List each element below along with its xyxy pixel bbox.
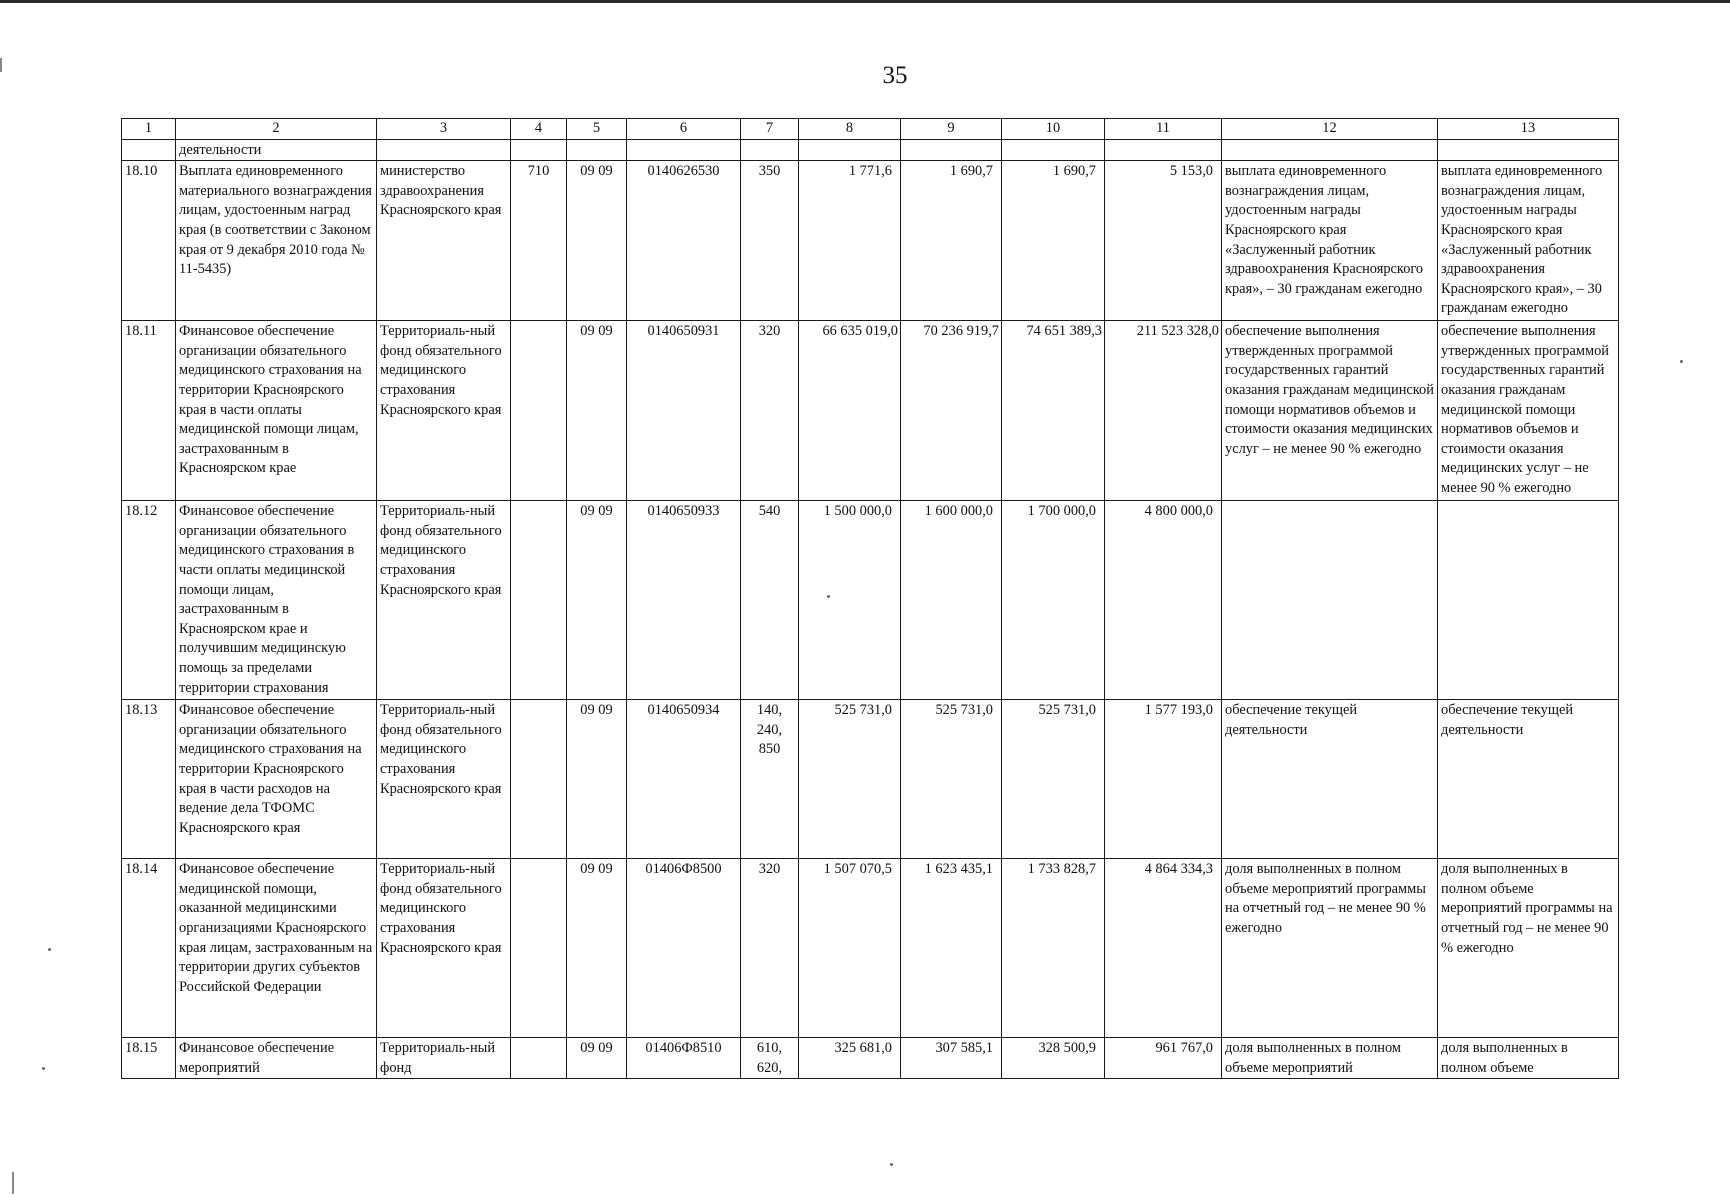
year2-amount: 70 236 919,7 xyxy=(901,321,1002,501)
col-header-12: 12 xyxy=(1222,119,1438,140)
expected-result: обеспечение выполнения утвержденных программой государственных гарантий оказания гражданам медицинской помощи нормативов объемов и стоимости оказания медицинских услуг – не менее 90 % ежегодно xyxy=(1222,321,1438,501)
total-amount: 5 153,0 xyxy=(1105,161,1222,321)
year1-amount: 1 500 000,0 xyxy=(799,501,901,700)
year2-amount: 525 731,0 xyxy=(901,700,1002,859)
page-number: 35 xyxy=(882,62,908,89)
year3-amount: 525 731,0 xyxy=(1002,700,1105,859)
grbs-code xyxy=(511,700,567,859)
total-amount: 961 767,0 xyxy=(1105,1038,1222,1079)
expected-result: выплата единовременного вознаграждения лицам, удостоенным награды Красноярского края «Заслуженный работник здравоохранения Красноярского края», – 30 гражданам ежегодно xyxy=(1222,161,1438,321)
executor: Территориаль-ный фонд обязательного медицинского страхования Красноярского края xyxy=(377,501,511,700)
top-edge-rule xyxy=(0,0,1730,3)
year1-amount: 66 635 019,0 xyxy=(799,321,901,501)
rzpr-code: 09 09 xyxy=(567,321,627,501)
measure-name: Финансовое обеспечение организации обязательного медицинского страхования на территории Красноярского края в части оплаты медицинской помощи лицам, застрахованным в Красноярском крае xyxy=(176,321,377,501)
table-row-18-11 xyxy=(122,321,1619,501)
measure-name: Выплата единовременного материального вознаграждения лицам, удостоенным наград края (в соответствии с Законом края от 9 декабря 2010 года № 11-5435) xyxy=(176,161,377,321)
continuation-row xyxy=(122,139,1619,161)
expected-result-final: обеспечение текущей деятельности xyxy=(1438,700,1619,859)
executor: Территориаль-ный фонд xyxy=(377,1038,511,1079)
row-number: 18.11 xyxy=(122,321,176,501)
executor: министерство здравоохранения Красноярского края xyxy=(377,161,511,321)
year2-amount: 307 585,1 xyxy=(901,1038,1002,1079)
col-header-8: 8 xyxy=(799,119,901,140)
total-amount: 211 523 328,0 xyxy=(1105,321,1222,501)
col-header-3: 3 xyxy=(377,119,511,140)
grbs-code: 710 xyxy=(511,161,567,321)
table-row-18-15 xyxy=(122,1038,1619,1079)
year3-amount: 328 500,9 xyxy=(1002,1038,1105,1079)
col-header-6: 6 xyxy=(627,119,741,140)
total-amount: 1 577 193,0 xyxy=(1105,700,1222,859)
year2-amount: 1 623 435,1 xyxy=(901,859,1002,1038)
rzpr-code: 09 09 xyxy=(567,859,627,1038)
year3-amount: 1 733 828,7 xyxy=(1002,859,1105,1038)
total-amount: 4 800 000,0 xyxy=(1105,501,1222,700)
year1-amount: 1 771,6 xyxy=(799,161,901,321)
row-number: 18.15 xyxy=(122,1038,176,1079)
row-number: 18.14 xyxy=(122,859,176,1038)
col-header-9: 9 xyxy=(901,119,1002,140)
col-header-2: 2 xyxy=(176,119,377,140)
measure-name: Финансовое обеспечение медицинской помощи, оказанной медицинскими организациями Красноярского края лицам, застрахованным на территории других субъектов Российской Федерации xyxy=(176,859,377,1038)
vr-code: 350 xyxy=(741,161,799,321)
expected-result-final xyxy=(1438,501,1619,700)
vr-code: 320 xyxy=(741,859,799,1038)
scan-speck xyxy=(827,595,830,598)
col-header-7: 7 xyxy=(741,119,799,140)
col-header-4: 4 xyxy=(511,119,567,140)
row-number: 18.12 xyxy=(122,501,176,700)
vr-code: 140, 240, 850 xyxy=(741,700,799,859)
vr-code: 610, 620, xyxy=(741,1038,799,1079)
year2-amount: 1 600 000,0 xyxy=(901,501,1002,700)
csr-code: 0140650933 xyxy=(627,501,741,700)
table-row-18-13 xyxy=(122,700,1619,859)
csr-code: 01406Ф8510 xyxy=(627,1038,741,1079)
program-measures-table xyxy=(121,118,1619,1079)
csr-code: 01406Ф8500 xyxy=(627,859,741,1038)
col-header-11: 11 xyxy=(1105,119,1222,140)
executor: Территориаль-ный фонд обязательного медицинского страхования Красноярского края xyxy=(377,700,511,859)
rzpr-code: 09 09 xyxy=(567,161,627,321)
year3-amount: 1 700 000,0 xyxy=(1002,501,1105,700)
scan-speck xyxy=(48,948,51,951)
grbs-code xyxy=(511,859,567,1038)
vr-code: 540 xyxy=(741,501,799,700)
rzpr-code: 09 09 xyxy=(567,1038,627,1079)
measure-name: Финансовое обеспечение организации обязательного медицинского страхования в части оплаты медицинской помощи лицам, застрахованным в Красноярском крае и получившим медицинскую помощь за пределами территории страхования xyxy=(176,501,377,700)
row-number: 18.10 xyxy=(122,161,176,321)
scan-edge-mark xyxy=(12,1172,14,1194)
table-row-18-10 xyxy=(122,161,1619,321)
col-header-1: 1 xyxy=(122,119,176,140)
continuation-name: деятельности xyxy=(176,139,377,161)
col-header-10: 10 xyxy=(1002,119,1105,140)
expected-result: обеспечение текущей деятельности xyxy=(1222,700,1438,859)
scan-speck xyxy=(890,1163,893,1166)
expected-result: доля выполненных в полном объеме мероприятий xyxy=(1222,1038,1438,1079)
expected-result-final: выплата единовременного вознаграждения лицам, удостоенным награды Красноярского края «Заслуженный работник здравоохранения Красноярского края», – 30 гражданам ежегодно xyxy=(1438,161,1619,321)
table-row-18-14 xyxy=(122,859,1619,1038)
expected-result: доля выполненных в полном объеме мероприятий программы на отчетный год – не менее 90 % ежегодно xyxy=(1222,859,1438,1038)
total-amount: 4 864 334,3 xyxy=(1105,859,1222,1038)
grbs-code xyxy=(511,501,567,700)
csr-code: 0140650934 xyxy=(627,700,741,859)
grbs-code xyxy=(511,1038,567,1079)
expected-result-final: обеспечение выполнения утвержденных программой государственных гарантий оказания гражданам медицинской помощи нормативов объемов и стоимости оказания медицинских услуг – не менее 90 % ежегодно xyxy=(1438,321,1619,501)
col-header-5: 5 xyxy=(567,119,627,140)
year1-amount: 325 681,0 xyxy=(799,1038,901,1079)
year3-amount: 1 690,7 xyxy=(1002,161,1105,321)
scan-speck xyxy=(42,1067,45,1070)
scan-speck xyxy=(1680,360,1683,363)
csr-code: 0140626530 xyxy=(627,161,741,321)
year2-amount: 1 690,7 xyxy=(901,161,1002,321)
rzpr-code: 09 09 xyxy=(567,501,627,700)
column-number-header xyxy=(122,119,1619,140)
expected-result xyxy=(1222,501,1438,700)
executor: Территориаль-ный фонд обязательного медицинского страхования Красноярского края xyxy=(377,859,511,1038)
expected-result-final: доля выполненных в полном объеме xyxy=(1438,1038,1619,1079)
measure-name: Финансовое обеспечение мероприятий xyxy=(176,1038,377,1079)
grbs-code xyxy=(511,321,567,501)
col-header-13: 13 xyxy=(1438,119,1619,140)
year1-amount: 525 731,0 xyxy=(799,700,901,859)
executor: Территориаль-ный фонд обязательного медицинского страхования Красноярского края xyxy=(377,321,511,501)
table-row-18-12 xyxy=(122,501,1619,700)
row-number: 18.13 xyxy=(122,700,176,859)
rzpr-code: 09 09 xyxy=(567,700,627,859)
vr-code: 320 xyxy=(741,321,799,501)
year3-amount: 74 651 389,3 xyxy=(1002,321,1105,501)
scan-edge-mark xyxy=(0,58,2,72)
year1-amount: 1 507 070,5 xyxy=(799,859,901,1038)
csr-code: 0140650931 xyxy=(627,321,741,501)
expected-result-final: доля выполненных в полном объеме мероприятий программы на отчетный год – не менее 90 % ежегодно xyxy=(1438,859,1619,1038)
measure-name: Финансовое обеспечение организации обязательного медицинского страхования на территории Красноярского края в части расходов на ведение дела ТФОМС Красноярского края xyxy=(176,700,377,859)
